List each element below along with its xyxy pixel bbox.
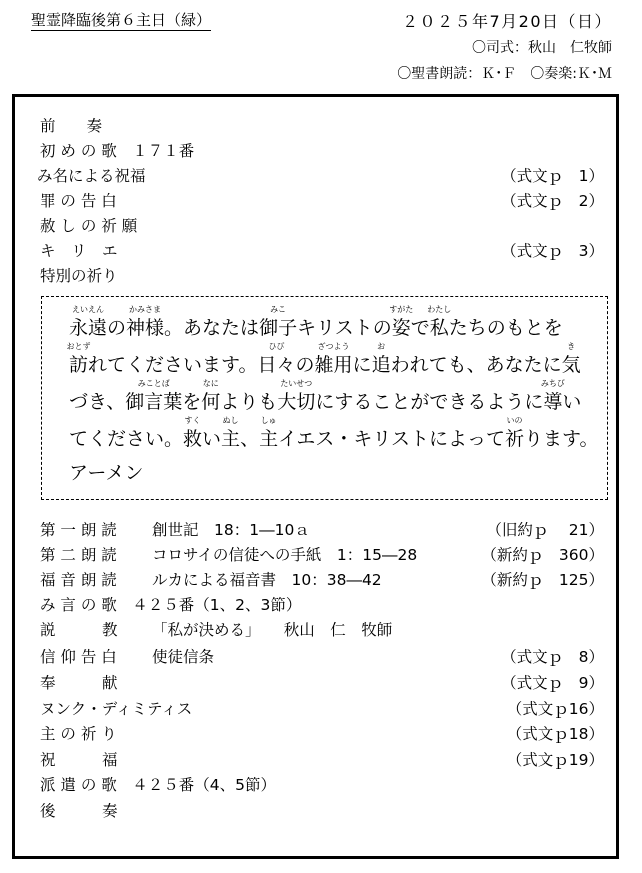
prayer-line bbox=[66, 342, 581, 377]
prayer-text: 大切 bbox=[277, 391, 316, 413]
order-item-ref: （式文ｐ19） bbox=[506, 751, 604, 769]
prayer-text: 訪 bbox=[69, 354, 89, 376]
order-item-name: 派 遣 の 歌 ４２５番（4、5節） bbox=[40, 776, 277, 794]
prayer-segment bbox=[411, 316, 430, 340]
prayer-text: 気 bbox=[561, 354, 581, 376]
prayer-text: ります。 bbox=[523, 428, 599, 450]
prayer-text: 祈 bbox=[504, 428, 524, 450]
prayer-segment bbox=[201, 379, 221, 414]
prayer-text: 御子 bbox=[259, 317, 298, 339]
furigana-reading: みこ bbox=[270, 305, 287, 314]
order-item-detail: ルカによる福音書 10：38―42 bbox=[152, 571, 382, 589]
prayer-text: 追 bbox=[371, 354, 391, 376]
furigana-reading: すく bbox=[184, 416, 201, 425]
prayer-text: イエス・キリストによって bbox=[278, 428, 505, 450]
prayer-segment bbox=[540, 379, 565, 414]
prayer-line bbox=[69, 461, 143, 485]
prayer-text: にすることができるように bbox=[315, 391, 544, 413]
prayer-line bbox=[69, 305, 563, 340]
prayer-text: を bbox=[182, 391, 202, 413]
prayer-segment bbox=[389, 305, 414, 340]
furigana-reading: たいせつ bbox=[280, 379, 313, 388]
furigana-reading: ざつよう bbox=[317, 342, 350, 351]
order-item bbox=[40, 115, 604, 137]
order-item bbox=[40, 240, 604, 262]
prayer-text: アーメン bbox=[69, 462, 144, 484]
order-item-name: 信 仰 告 白 bbox=[40, 648, 117, 666]
prayer-text: われても、あなたに bbox=[390, 354, 562, 376]
prayer-segment bbox=[69, 427, 183, 451]
prayer-line bbox=[69, 379, 582, 414]
prayer-text: 日々 bbox=[257, 354, 296, 376]
prayer-segment bbox=[504, 416, 524, 451]
order-item-ref: （式文ｐ 9） bbox=[501, 674, 604, 692]
order-item-name: ヌンク・ディミティス bbox=[40, 700, 193, 718]
prayer-segment bbox=[353, 353, 372, 377]
order-item-ref: （新約ｐ 125） bbox=[481, 571, 604, 589]
order-item-name: 前 奏 bbox=[40, 117, 103, 135]
prayer-text: たちのもとを bbox=[448, 317, 563, 339]
order-item bbox=[40, 265, 604, 287]
order-item bbox=[40, 698, 604, 720]
prayer-segment bbox=[297, 316, 392, 340]
prayer-segment bbox=[125, 379, 183, 414]
prayer-text: 神様 bbox=[126, 317, 165, 339]
prayer-text: れてくださいます。 bbox=[88, 354, 258, 376]
order-item bbox=[40, 672, 604, 694]
prayer-text: てください。 bbox=[69, 428, 184, 450]
prayer-text: 。あなたは bbox=[164, 317, 260, 339]
furigana-reading: おとず bbox=[66, 342, 91, 351]
prayer-segment bbox=[259, 416, 279, 451]
order-item-ref: （式文ｐ 8） bbox=[501, 648, 604, 666]
prayer-segment bbox=[562, 390, 581, 414]
prayer-segment bbox=[449, 316, 563, 340]
order-item-name: 初 め の 歌 １７１番 bbox=[40, 142, 195, 160]
order-item-detail: 「私が決める」 秋山 仁 牧師 bbox=[152, 621, 393, 639]
prayer-text: 救 bbox=[183, 428, 203, 450]
prayer-segment bbox=[202, 427, 221, 451]
order-item-name: み名による祝福 bbox=[37, 167, 146, 185]
order-item-name: 祝 福 bbox=[40, 751, 118, 769]
prayer-segment bbox=[296, 353, 315, 377]
order-item bbox=[40, 619, 604, 641]
prayer-text: の bbox=[295, 354, 315, 376]
prayer-segment bbox=[69, 461, 143, 485]
order-item bbox=[40, 544, 604, 566]
furigana-reading: すがた bbox=[389, 305, 414, 314]
prayer-text: よりも bbox=[220, 391, 278, 413]
furigana-reading: お bbox=[377, 342, 386, 351]
readers-line: 〇聖書朗読：Ｋ･Ｆ 〇奏楽:Ｋ･Ｍ bbox=[397, 66, 612, 82]
service-date: ２０２５年7月20日（日） bbox=[401, 12, 612, 31]
order-item bbox=[40, 519, 604, 541]
prayer-text: 、 bbox=[240, 428, 260, 450]
order-item-name: 第 一 朗 読 bbox=[40, 521, 117, 539]
prayer-text: 永遠 bbox=[69, 317, 108, 339]
order-item-ref: （式文ｐ18） bbox=[506, 725, 604, 743]
prayer-segment bbox=[561, 342, 581, 377]
furigana-reading: えいえん bbox=[72, 305, 104, 314]
order-item bbox=[40, 723, 604, 745]
furigana-reading: みことば bbox=[137, 379, 170, 388]
order-item-name: み 言 の 歌 ４２５番（1、2、3節） bbox=[40, 596, 302, 614]
prayer-segment bbox=[182, 390, 201, 414]
order-item-name: 後 奏 bbox=[40, 802, 118, 820]
order-item bbox=[40, 569, 604, 591]
order-item-name: 罪 の 告 白 bbox=[40, 192, 117, 210]
order-item bbox=[40, 800, 604, 822]
furigana-reading: かみさま bbox=[129, 305, 162, 314]
prayer-text: 導 bbox=[543, 391, 563, 413]
prayer-segment bbox=[391, 353, 562, 377]
furigana-reading: き bbox=[567, 342, 576, 351]
order-item-ref: （新約ｐ 360） bbox=[481, 546, 604, 564]
prayer-segment bbox=[221, 416, 241, 451]
prayer-segment bbox=[427, 305, 452, 340]
furigana-reading: ぬし bbox=[222, 416, 239, 425]
prayer-text: 何 bbox=[201, 391, 221, 413]
officiant-line: 〇司式：秋山 仁牧師 bbox=[472, 40, 612, 56]
prayer-segment bbox=[257, 342, 296, 377]
prayer-text: 雑用 bbox=[314, 354, 353, 376]
furigana-reading: しゅ bbox=[260, 416, 277, 425]
order-item-ref: （式文ｐ 1） bbox=[501, 167, 604, 185]
furigana-reading: なに bbox=[202, 379, 219, 388]
prayer-segment bbox=[371, 342, 391, 377]
order-item-name: 福 音 朗 読 bbox=[40, 571, 117, 589]
prayer-segment bbox=[315, 390, 543, 414]
prayer-text: で bbox=[410, 317, 430, 339]
order-item-detail: 使徒信条 bbox=[152, 648, 215, 666]
order-item bbox=[40, 646, 604, 668]
prayer-text: 御言葉 bbox=[125, 391, 183, 413]
order-item-detail: コロサイの信徒への手紙 1：15―28 bbox=[152, 546, 418, 564]
prayer-segment bbox=[126, 305, 165, 340]
order-item-ref: （式文ｐ16） bbox=[506, 700, 604, 718]
prayer-text: の bbox=[107, 317, 127, 339]
prayer-segment bbox=[183, 416, 203, 451]
prayer-text: い bbox=[202, 428, 222, 450]
prayer-text: 主 bbox=[259, 428, 279, 450]
prayer-text: づき、 bbox=[69, 391, 126, 413]
order-item bbox=[40, 190, 604, 212]
prayer-segment bbox=[69, 305, 108, 340]
prayer-text: い bbox=[562, 391, 582, 413]
prayer-segment bbox=[277, 379, 316, 414]
furigana-reading: わたし bbox=[427, 305, 452, 314]
prayer-segment bbox=[69, 390, 125, 414]
order-item-name: キ リ エ bbox=[40, 242, 118, 260]
order-item-detail: 創世記 18：1―10ａ bbox=[152, 521, 310, 539]
order-item bbox=[40, 140, 604, 162]
order-item-ref: （式文ｐ 2） bbox=[501, 192, 604, 210]
prayer-segment bbox=[278, 427, 505, 451]
prayer-segment bbox=[259, 305, 298, 340]
furigana-reading: ひび bbox=[268, 342, 285, 351]
service-title: 聖霊降臨後第６主日（緑） bbox=[31, 11, 212, 29]
order-item-name: 説 教 bbox=[40, 621, 118, 639]
order-item-name: 主 の 祈 り bbox=[40, 725, 117, 743]
prayer-segment bbox=[524, 427, 598, 451]
prayer-segment bbox=[88, 353, 257, 377]
order-item-name: 赦 し の 祈 願 bbox=[40, 217, 138, 235]
prayer-text: 姿 bbox=[391, 317, 411, 339]
order-item bbox=[40, 594, 604, 616]
prayer-segment bbox=[314, 342, 353, 377]
furigana-reading: いの bbox=[506, 416, 523, 425]
prayer-text: に bbox=[352, 354, 372, 376]
order-item bbox=[40, 749, 604, 771]
prayer-text: 私 bbox=[429, 317, 449, 339]
prayer-text: キリストの bbox=[297, 317, 392, 339]
prayer-segment bbox=[164, 316, 259, 340]
prayer-segment bbox=[66, 342, 91, 377]
order-item-name: 奉 献 bbox=[40, 674, 118, 692]
prayer-text: 主 bbox=[221, 428, 241, 450]
furigana-reading: みちび bbox=[540, 379, 565, 388]
prayer-segment bbox=[240, 427, 259, 451]
order-item bbox=[40, 215, 604, 237]
prayer-line bbox=[69, 416, 599, 451]
order-item-ref: （式文ｐ 3） bbox=[501, 242, 604, 260]
order-item-ref: （旧約ｐ 21） bbox=[486, 521, 604, 539]
order-item bbox=[40, 774, 604, 796]
order-item-name: 特別の祈り bbox=[40, 267, 118, 285]
prayer-segment bbox=[107, 316, 126, 340]
order-item-name: 第 二 朗 読 bbox=[40, 546, 117, 564]
order-item bbox=[37, 165, 604, 187]
prayer-segment bbox=[220, 390, 277, 414]
